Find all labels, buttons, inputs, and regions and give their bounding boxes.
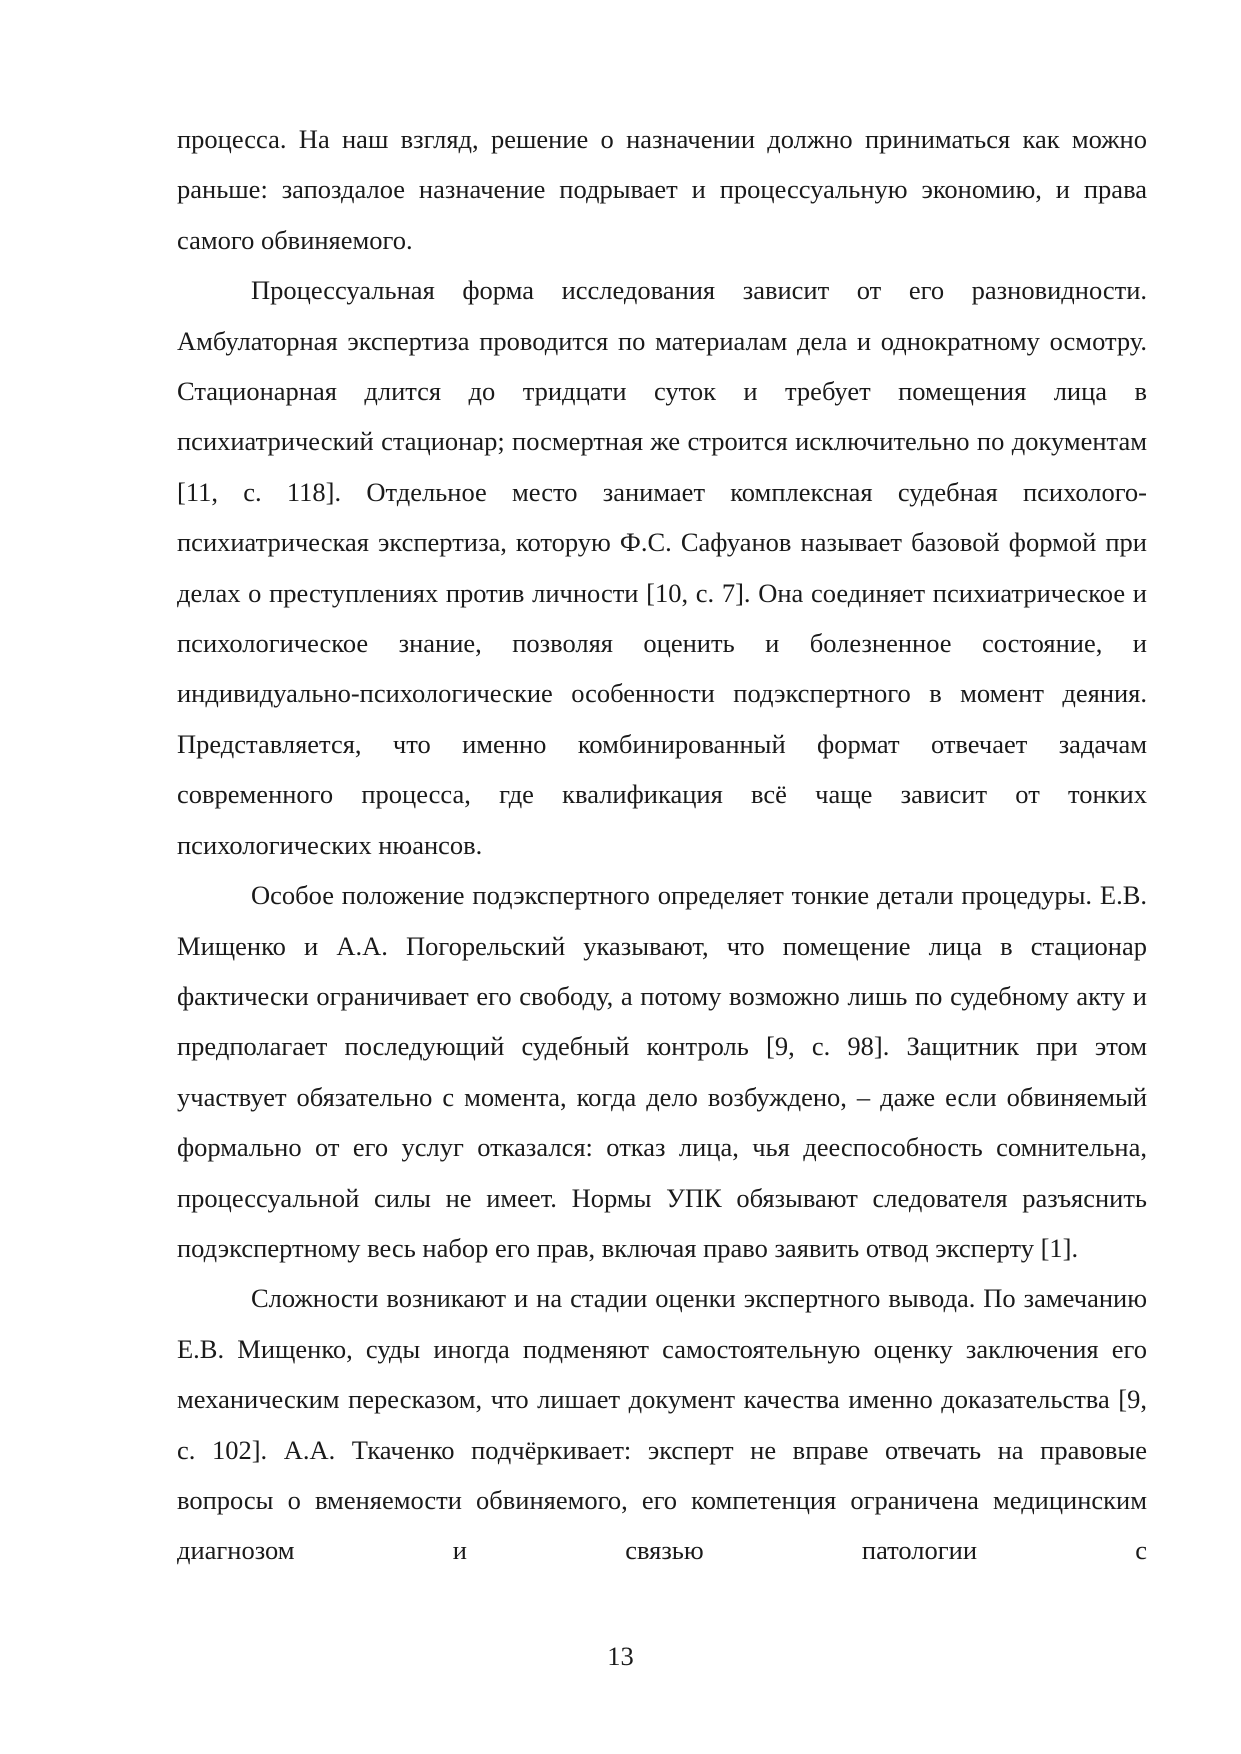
page-number: 13	[607, 1641, 634, 1671]
paragraph-continuation: процесса. На наш взгляд, решение о назначении должно приниматься как можно раньше: запоздалое назначение подрывает и процессуальную экономию, и права самого обвиняемого.	[177, 124, 1147, 255]
paragraph: Сложности возникают и на стадии оценки экспертного вывода. По замечанию Е.В. Мищенко, суды иногда подменяют самостоятельную оценку заключения его механическим пересказом, что лишает документ качества именно доказательства [9, с. 102]. А.А. Ткаченко подчёркивает: эксперт не вправе отвечать на правовые вопросы о вменяемости обвиняемого, его компетенция ограничена медицинским диагнозом и связью патологии с	[177, 1283, 1147, 1566]
paragraph: Процессуальная форма исследования зависит от его разновидности. Амбулаторная экспертиза проводится по материалам дела и однократному осмотру. Стационарная длится до тридцати суток и требует помещения лица в психиатрический стационар; посмертная же строится исключительно по документам [11, с. 118]. Отдельное место занимает комплексная судебная психолого-психиатрическая экспертиза, которую Ф.С. Сафуанов называет базовой формой при делах о преступлениях против личности [10, с. 7]. Она соединяет психиатрическое и психологическое знание, позволяя оценить и болезненное состояние, и индивидуально-психологические особенности подэкспертного в момент деяния. Представляется, что именно комбинированный формат отвечает задачам современного процесса, где квалификация всё чаще зависит от тонких психологических нюансов.	[177, 275, 1147, 860]
body-text	[177, 114, 1147, 1576]
paragraph: Особое положение подэкспертного определяет тонкие детали процедуры. Е.В. Мищенко и А.А. Погорельский указывают, что помещение лица в стационар фактически ограничивает его свободу, а потому возможно лишь по судебному акту и предполагает последующий судебный контроль [9, с. 98]. Защитник при этом участвует обязательно с момента, когда дело возбуждено, – даже если обвиняемый формально от его услуг отказался: отказ лица, чья дееспособность сомнительна, процессуальной силы не имеет. Нормы УПК обязывают следователя разъяснить подэкспертному весь набор его прав, включая право заявить отвод эксперту [1].	[177, 880, 1147, 1263]
